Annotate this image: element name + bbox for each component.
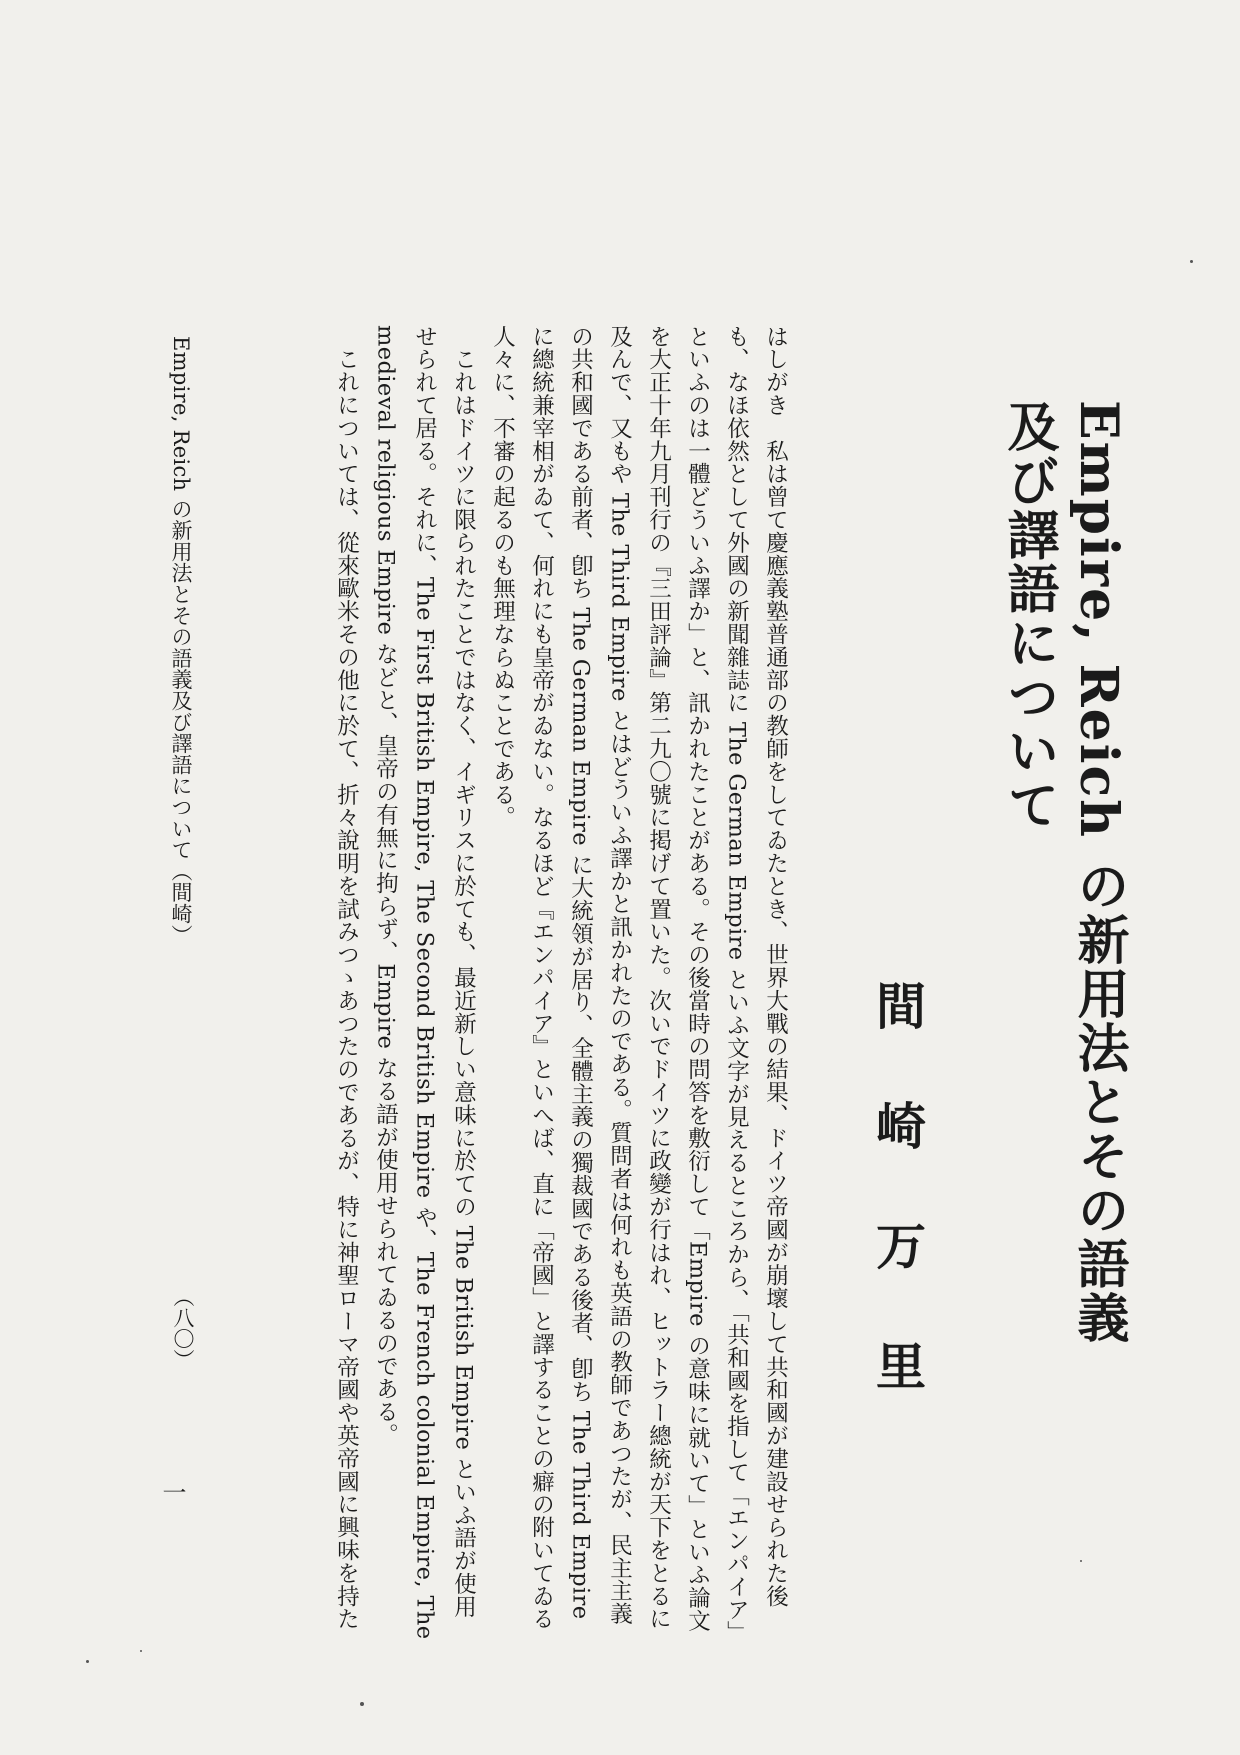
body-line: 人々に、不審の起るのも無理ならぬことである。 [489,325,516,829]
article-title-line-2: 及び譯語について [998,400,1059,832]
scan-speck [360,1702,364,1706]
body-line: これについては、從來歐米その他に於て、折々說明を試みつゝあつたのであるが、特に神聖ローマ帝國や英帝國に興味を持た [333,325,360,1631]
body-line: の共和國である前者、卽ち The German Empire に大統領が居り、全體主義の獨裁國である後者、卽ち The Third Empire [567,325,594,1620]
author-name: 間崎万里 [868,980,927,1460]
body-line: medieval religious Empire などと、皇帝の有無に拘らず、Empire なる語が使用せられてゐるのである。 [372,325,399,1447]
body-line: に總統兼宰相がゐて、何れにも皇帝がゐない。なるほど『エンパイア』といへば、直に「帝國」と譯することの癖の附いてゐる [528,325,555,1631]
body-line: も、なほ依然として外國の新聞雜誌に The German Empire といふ文字が見えるところから、「共和國を指して「エンパイア」 [723,325,750,1644]
body-line: 及んで、又もや The Third Empire とはどういふ譯かと訊かれたのである。質問者は何れも英語の教師であつたが、民主主義 [606,325,633,1626]
article-title-line-1: Empire, Reich の新用法とその語義 [1068,400,1129,1346]
body-line: せられて居る。それに、The First British Empire, The Second British Empire や、The French colonial Empire, The [411,325,438,1640]
body-line: はしがき 私は曾て慶應義塾普通部の教師をしてゐたとき、世界大戰の結果、ドイツ帝國が崩壞して共和國が建設せられた後 [762,325,789,1608]
body-line: これはドイツに限られたことではなく、イギリスに於ても、最近新しい意味に於ての The British Empire といふ語が使用 [450,325,477,1619]
body-line: を大正十年九月刊行の『三田評論』第二九〇號に掲げて置いた。次いでドイツに政變が行はれ、ヒットラー總統が天下をとるに [645,325,672,1631]
scan-speck [1190,260,1193,263]
scan-speck [86,1660,89,1663]
body-line: といふのは一體どういふ譯か」と、訊かれたことがある。その後當時の問答を敷衍して「Empire の意味に就いて」といふ論文 [684,325,711,1633]
scan-speck [1080,1560,1082,1562]
scan-speck [140,1650,142,1652]
running-head: Empire, Reich の新用法とその語義及び譯語について（間崎） [169,336,193,946]
folio-number: （八〇） [171,1286,195,1370]
page-number: 一 [158,1480,186,1504]
